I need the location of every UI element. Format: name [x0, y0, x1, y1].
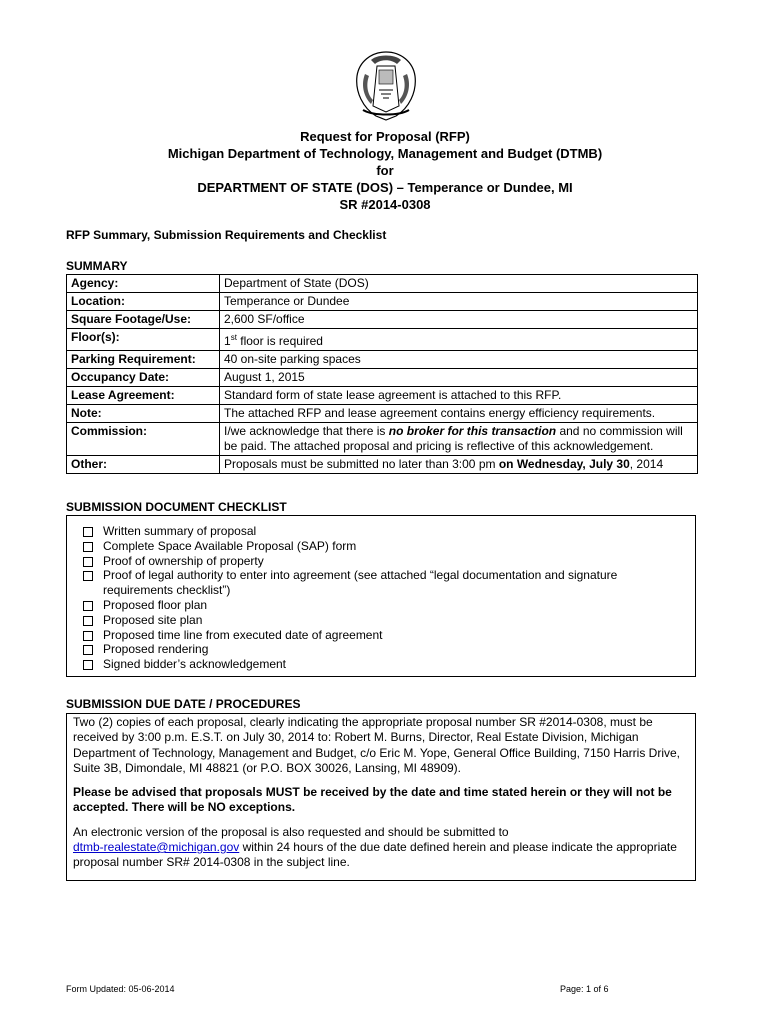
- commission-text-a: I/we acknowledge that there is: [224, 424, 389, 438]
- checkbox[interactable]: [83, 557, 93, 567]
- checkbox[interactable]: [83, 601, 93, 611]
- row-label: Square Footage/Use:: [67, 311, 220, 329]
- row-value: 40 on-site parking spaces: [220, 351, 698, 369]
- row-label: Commission:: [67, 423, 220, 456]
- title-line-1: Request for Proposal (RFP): [300, 129, 470, 144]
- row-label: Lease Agreement:: [67, 387, 220, 405]
- checklist-heading: SUBMISSION DOCUMENT CHECKLIST: [66, 500, 287, 514]
- due-date-heading: SUBMISSION DUE DATE / PROCEDURES: [66, 697, 301, 711]
- checklist-item-label: Proposed floor plan: [103, 597, 208, 612]
- list-item: [83, 657, 695, 672]
- footer-form-updated: Form Updated: 05-06-2014: [66, 984, 175, 994]
- row-label: Location:: [67, 293, 220, 311]
- checklist-item-label: Written summary of proposal: [103, 524, 257, 538]
- row-value: Standard form of state lease agreement is attached to this RFP.: [220, 387, 698, 405]
- checkbox[interactable]: [83, 542, 93, 552]
- checkbox[interactable]: [83, 616, 93, 626]
- row-value: [220, 423, 698, 456]
- floor-text: floor is required: [236, 334, 323, 348]
- row-label: Agency:: [67, 275, 220, 293]
- row-label: Note:: [67, 405, 220, 423]
- table-row: [67, 456, 698, 474]
- row-value: Department of State (DOS): [220, 275, 698, 293]
- row-value: 2,600 SF/office: [220, 311, 698, 329]
- row-value: The attached RFP and lease agreement contains energy efficiency requirements.: [220, 405, 698, 423]
- list-item: [83, 628, 695, 643]
- row-label: Floor(s):: [67, 329, 220, 351]
- checklist-item-label: Proof of ownership of property: [103, 553, 264, 568]
- checklist-item-label: Signed bidder’s acknowledgement: [103, 657, 287, 672]
- due-paragraph-3-intro: An electronic version of the proposal is also requested and should be submitted to: [73, 824, 509, 839]
- checklist-item-wrap: [103, 568, 617, 598]
- table-row: [67, 293, 698, 311]
- commission-text-c: and no commission will be paid. The attached proposal and pricing is reflective of this acknowledgement.: [224, 424, 683, 453]
- list-item: [83, 568, 695, 598]
- checklist-box: [66, 515, 696, 677]
- other-emphasis: on Wednesday, July 30: [498, 457, 630, 471]
- row-value: August 1, 2015: [220, 369, 698, 387]
- checkbox[interactable]: [83, 571, 93, 581]
- due-paragraph-3-rest: within 24 hours of the due date defined herein and please indicate the appropriate proposal number SR# 2014-0308 in the subject line.: [73, 840, 677, 870]
- commission-emphasis: no broker for this transaction: [388, 424, 557, 438]
- list-item: [83, 524, 695, 539]
- table-row: [67, 405, 698, 423]
- checklist: [67, 516, 695, 672]
- table-row: [67, 329, 698, 351]
- checkbox[interactable]: [83, 527, 93, 537]
- checklist-item-label: Proof of legal authority to enter into agreement (see attached “legal documentation and signature: [103, 568, 618, 583]
- title-line-4: DEPARTMENT OF STATE (DOS) – Temperance or Dundee, MI: [197, 180, 573, 195]
- michigan-state-seal: [351, 50, 421, 122]
- table-row: [67, 387, 698, 405]
- table-row: [67, 275, 698, 293]
- row-value: [220, 456, 698, 474]
- email-link[interactable]: dtmb-realestate@michigan.gov: [73, 840, 240, 855]
- row-label: Occupancy Date:: [67, 369, 220, 387]
- footer-page-number: Page: 1 of 6: [560, 984, 609, 994]
- title-line-2: Michigan Department of Technology, Management and Budget (DTMB): [167, 146, 603, 161]
- row-label: Parking Requirement:: [67, 351, 220, 369]
- checklist-item-continuation: requirements checklist”): [103, 583, 231, 598]
- list-item: [83, 554, 695, 569]
- title-line-3: for: [376, 163, 394, 178]
- checkbox[interactable]: [83, 645, 93, 655]
- table-row: [67, 369, 698, 387]
- table-row: [67, 423, 698, 456]
- table-row: [67, 311, 698, 329]
- list-item: [83, 598, 695, 613]
- row-value: Temperance or Dundee: [220, 293, 698, 311]
- row-value: [220, 329, 698, 351]
- other-text-a: Proposals must be submitted no later than 3:00 pm: [224, 457, 499, 471]
- checklist-item-label: Proposed rendering: [103, 642, 209, 657]
- floor-number: 1: [224, 334, 231, 348]
- due-paragraph-3: [73, 825, 689, 871]
- checkbox[interactable]: [83, 631, 93, 641]
- summary-heading: SUMMARY: [66, 259, 128, 273]
- rfp-title-block: [0, 128, 770, 213]
- checklist-item-label: Proposed time line from executed date of agreement: [103, 627, 383, 642]
- list-item: [83, 642, 695, 657]
- list-item: [83, 613, 695, 628]
- title-line-5: SR #2014-0308: [339, 197, 431, 212]
- checklist-item-label: Complete Space Available Proposal (SAP) form: [103, 538, 357, 553]
- row-label: Other:: [67, 456, 220, 474]
- checkbox[interactable]: [83, 660, 93, 670]
- other-text-c: , 2014: [629, 457, 664, 471]
- list-item: [83, 539, 695, 554]
- table-row: [67, 351, 698, 369]
- due-paragraph-1: Two (2) copies of each proposal, clearly indicating the appropriate proposal number SR #2014-0308, must be received by 3:00 p.m. E.S.T. on July 30, 2014 to: Robert M. Burns, Director, Real Estate Division, Michigan Department of Technology, Management and Budget, c/o Eric M. Yope, General Office Building, 7150 Harris Drive, Suite 3B, Dimondale, MI 48821 (or P.O. BOX 30026, Lansing, MI 48909).: [73, 715, 681, 775]
- document-subtitle: RFP Summary, Submission Requirements and Checklist: [66, 228, 387, 242]
- due-date-box: [66, 713, 696, 881]
- due-paragraph-2: Please be advised that proposals MUST be received by the date and time stated herein or they will not be accepted. There will be NO exceptions.: [73, 785, 672, 815]
- summary-table: [66, 274, 698, 474]
- checklist-item-label: Proposed site plan: [103, 612, 203, 627]
- floor-ordinal: st: [230, 333, 237, 342]
